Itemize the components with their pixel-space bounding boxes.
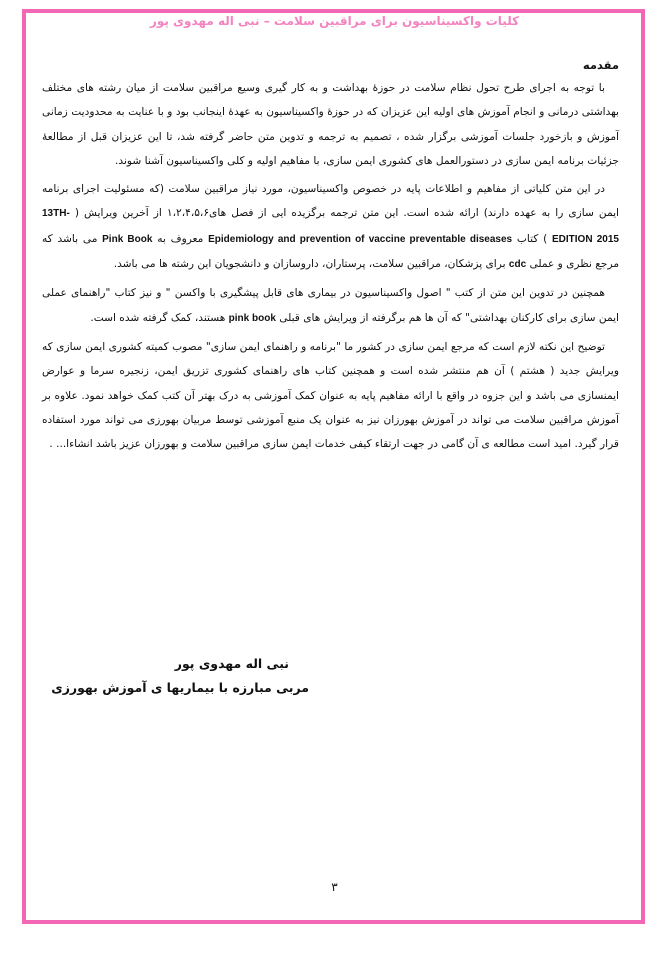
page-number: ۳ — [331, 880, 338, 894]
pink-book-label: Pink Book — [102, 233, 153, 245]
running-header: کلیات واکسیناسیون برای مراقبین سلامت – نبی اله مهدوی پور — [149, 14, 520, 28]
paragraph-1-text: با توجه به اجرای طرح تحول نظام سلامت در حوزهٔ بهداشت و به کار گیری وسیع مراقبین سلامت از میان رشته های مختلف بهداشتی درمانی و انجام آموزش های اولیه این عزیزان که در حوزهٔ واکسیناسیون به عهدهٔ اینجانب بود و با عنایت به محدودیت زمانی آموزش و بازخورد جلسات آموزشی برگزار شده ، تصمیم به ترجمه و تدوین متن حاضر گرفته شد، تا این عزیزان قبل از مطالعهٔ جزئیات برنامه ایمن سازی در دستورالعمل های کشوری ایمن سازی، با مفاهیم اولیه و کلی واکسیناسیون آشنا شوند. — [42, 82, 619, 167]
paragraph-4 — [42, 335, 619, 456]
paragraph-2-text-d: می باشد که مرجع نظری و عملی — [42, 232, 619, 271]
paragraph-1 — [42, 76, 619, 173]
paragraph-2-text-e: برای پزشکان، مراقبین سلامت، پرستاران، داروسازان و دانشجویان این رشته ها می باشد. — [113, 258, 509, 271]
author-signature — [51, 652, 309, 700]
author-role: مربی مبارزه با بیماریها ی آموزش بهورزی — [51, 680, 309, 695]
paragraph-3-text-a: همچنین در تدوین این متن از کتب " اصول واکسیناسیون در بیماری های قابل پیشگیری با واکسن " و نیز کتاب "راهنمای عملی ایمن سازی برای کارکنان بهداشتی" که آن ها هم برگرفته از ویرایش های قبلی — [42, 287, 619, 324]
paragraph-3-text-b: هستند، کمک گرفته شده است. — [90, 311, 229, 324]
paragraph-4-text: توضیح این نکته لازم است که مرجع ایمن سازی در کشور ما "برنامه و راهنمای ایمن سازی" مصوب کمیته کشوری ایمن سازی که ویرایش جدید ( هشتم ) آن هم منتشر شده است و همچنین کتاب های راهنمای کشوری تزریق ایمن، زنجیره سرما و عوارض ایمنسازی می باشد و این جزوه در واقع با ارائه مفاهیم پایه به عنوان کمک آموزشی به درک بهتر آن کتب کمک خواهد نمود. علاوه بر آموزش مراقبین سلامت می تواند در آموزش بهورزان نیز به عنوان یک منبع آموزشی توسط مربیان بهورزی می تواند مورد استفاده قرار گیرد. امید است مطالعه ی آن گامی در جهت ارتقاء کیفی خدمات ایمن سازی مراقبین سلامت و بهورزان عزیز باشد انشاءا... . — [42, 340, 619, 451]
paragraph-2-text-a: در این متن کلیاتی از مفاهیم و اطلاعات پایه در خصوص واکسیناسیون، مورد نیاز مراقبین سلامت (که مسئولیت اجرای برنامه ایمن سازی را به عهده دارند) ارائه شده است. این متن ترجمه برگزیده ایی از فصل های۱،۲،۴،۵،۶ از آخرین ویرایش ( — [42, 183, 620, 220]
paragraph-2-text-c: معروف به — [152, 232, 209, 245]
paragraph-2 — [42, 177, 619, 277]
main-content — [42, 54, 619, 460]
edition-label: 13TH-EDITION 2015 — [42, 208, 619, 245]
pink-book-inline: pink book — [228, 312, 276, 324]
section-heading: مقدمه — [582, 58, 619, 72]
author-name: نبی اله مهدوی پور — [174, 656, 289, 671]
book-title: Epidemiology and prevention of vaccine preventable diseases — [208, 233, 513, 245]
paragraph-3 — [42, 281, 619, 331]
paragraph-2-text-b: ) کتاب — [512, 232, 552, 245]
cdc-label: cdc — [508, 259, 527, 271]
